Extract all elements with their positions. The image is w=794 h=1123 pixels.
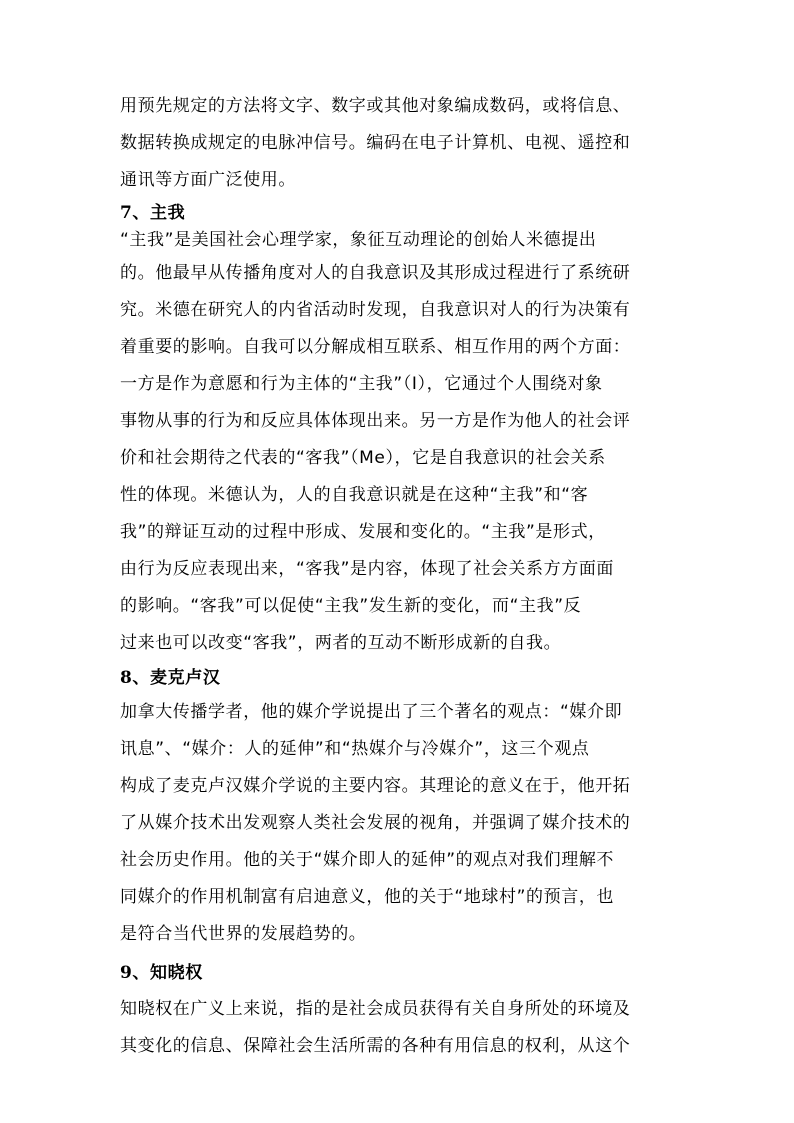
paragraph-line: 知晓权在广义上来说，指的是社会成员获得有关自身所处的环境及 — [120, 999, 631, 1019]
section-heading-7: 7、主我 — [120, 203, 186, 223]
paragraph-line: 用预先规定的方法将文字、数字或其他对象编成数码，或将信息、 — [120, 96, 631, 116]
paragraph-line: 的影响。“客我”可以促使“主我”发生新的变化，而“主我”反 — [120, 596, 582, 616]
paragraph-line: 是符合当代世界的发展趋势的。 — [120, 924, 367, 944]
paragraph-line: 的。他最早从传播角度对人的自我意识及其形成过程进行了系统研 — [120, 263, 631, 283]
paragraph-line: 通讯等方面广泛使用。 — [120, 170, 296, 190]
paragraph-line: 我”的辩证互动的过程中形成、发展和变化的。“主我”是形式， — [120, 522, 606, 542]
paragraph-line: “主我”是美国社会心理学家，象征互动理论的创始人米德提出 — [120, 230, 597, 250]
paragraph-line: 着重要的影响。自我可以分解成相互联系、相互作用的两个方面： — [120, 337, 631, 357]
paragraph-line: 了从媒介技术出发观察人类社会发展的视角，并强调了媒介技术的 — [120, 813, 631, 833]
paragraph-line: 数据转换成规定的电脉冲信号。编码在电子计算机、电视、遥控和 — [120, 133, 631, 153]
paragraph-line: 同媒介的作用机制富有启迪意义，他的关于“地球村”的预言，也 — [120, 887, 615, 907]
paragraph-line: 一方是作为意愿和行为主体的“主我”（I），它通过个人围绕对象 — [120, 374, 603, 394]
paragraph-line: 性的体现。米德认为，人的自我意识就是在这种“主我”和“客 — [120, 485, 589, 505]
document-body — [120, 88, 680, 1065]
paragraph-line: 其变化的信息、保障社会生活所需的各种有用信息的权利，从这个 — [120, 1036, 631, 1056]
paragraph-line: 究。米德在研究人的内省活动时发现，自我意识对人的行为决策有 — [120, 300, 631, 320]
section-heading-9: 9、知晓权 — [120, 963, 203, 983]
paragraph-line: 由行为反应表现出来，“客我”是内容，体现了社会关系方方面面 — [120, 559, 615, 579]
paragraph-line: 讯息”、“媒介：人的延伸”和“热媒介与冷媒介”，这三个观点 — [120, 739, 590, 759]
paragraph-line: 加拿大传播学者，他的媒介学说提出了三个著名的观点：“媒介即 — [120, 702, 623, 722]
paragraph-line: 事物从事的行为和反应具体体现出来。另一方是作为他人的社会评 — [120, 411, 631, 431]
paragraph-line: 价和社会期待之代表的“客我”（Me），它是自我意识的社会关系 — [120, 448, 606, 468]
paragraph-line: 过来也可以改变“客我”，两者的互动不断形成新的自我。 — [120, 633, 562, 653]
paragraph-line: 社会历史作用。他的关于“媒介即人的延伸”的观点对我们理解不 — [120, 850, 615, 870]
paragraph-line: 构成了麦克卢汉媒介学说的主要内容。其理论的意义在于，他开拓 — [120, 776, 631, 796]
section-heading-8: 8、麦克卢汉 — [120, 668, 221, 688]
